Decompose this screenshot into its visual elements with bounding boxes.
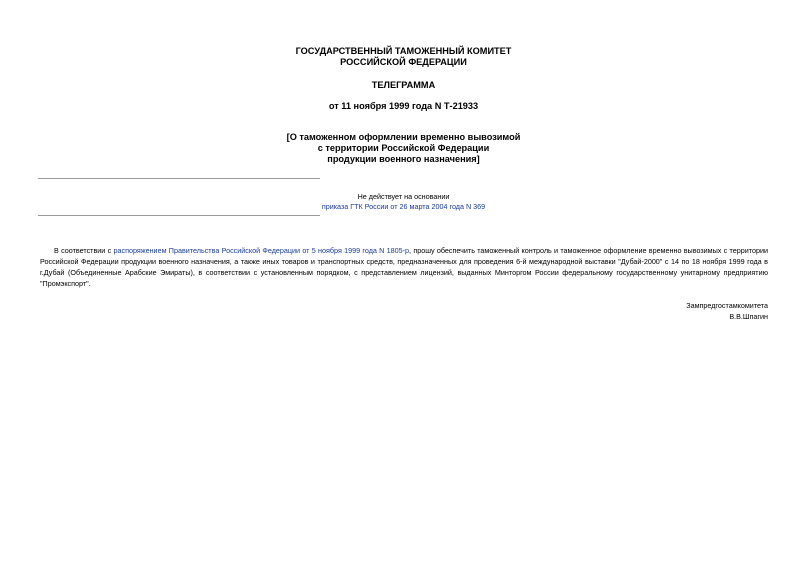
subject-line-2: с территории Российской Федерации (317, 143, 490, 153)
body-text: , прошу обеспечить таможенный контроль и таможенное оформление временно вывозимых с территории Российской Федерации продукции военного назначения, а также иных товаров и транспортных средств, предназначенных для проведения 6-й международной выставки "Дубай-2000" с 14 по 18 ноября 1999 года в г.Дубай (Объединенные Арабские Эмираты), в соответствии с установленным порядком, с представлением лицензий, выданных Минторгом России федеральному государственному унитарному предприятию "Промэкспорт". (40, 246, 768, 289)
subject-heading (0, 132, 807, 165)
body-paragraph (40, 245, 768, 289)
status-divider-top (38, 178, 320, 179)
subject-line-3: продукции военного назначения] (327, 154, 480, 164)
body-prefix: В соответствии с (54, 246, 114, 256)
signatory-position: Зампредгостамкомитета (686, 301, 768, 310)
government-order-link[interactable]: распоряжением Правительства Российской Федерации от 5 ноября 1999 года N 1805-р (113, 246, 410, 256)
status-basis (0, 201, 807, 212)
status-divider-bottom (38, 215, 320, 216)
document-type-heading: ТЕЛЕГРАММА (371, 80, 436, 90)
signatory-name: В.В.Шпагин (729, 312, 768, 321)
date-number-heading: от 11 ноября 1999 года N Т-21933 (328, 101, 479, 111)
issuer-heading (0, 46, 807, 68)
basis-order-link[interactable]: приказа ГТК России от 26 марта 2004 года N 369 (321, 202, 486, 211)
issuer-line-2: РОССИЙСКОЙ ФЕДЕРАЦИИ (340, 57, 467, 67)
issuer-line-1: ГОСУДАРСТВЕННЫЙ ТАМОЖЕННЫЙ КОМИТЕТ (295, 46, 512, 56)
subject-line-1: [О таможенном оформлении временно вывозимой (286, 132, 521, 142)
status-note: Не действует на основании (357, 192, 450, 201)
